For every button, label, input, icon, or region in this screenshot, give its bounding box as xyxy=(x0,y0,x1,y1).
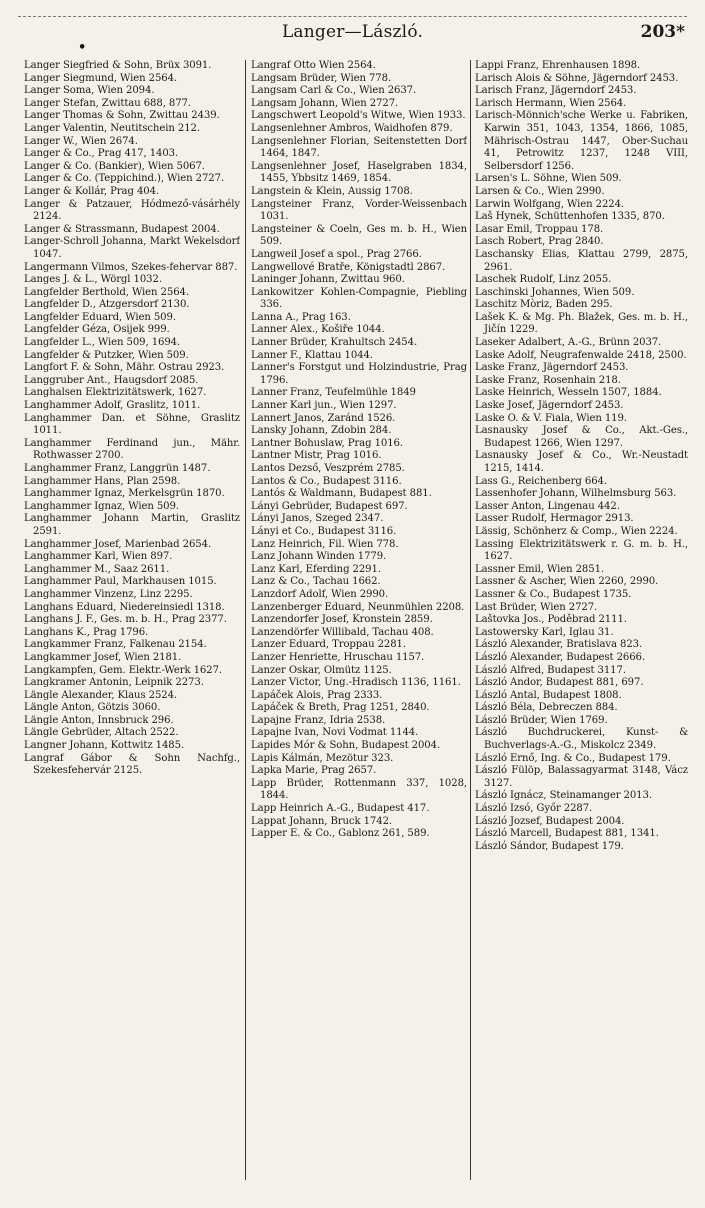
directory-entry: Langhans J. F., Ges. m. b. H., Prag 2377. xyxy=(24,614,227,626)
directory-entry: Langfelder Berthold, Wien 2564. xyxy=(24,286,189,298)
directory-entry: Langermann Vilmos, Szekes-fehervar 887. xyxy=(24,261,238,273)
directory-entry: Langer & Co. (Teppichind.), Wien 2727. xyxy=(24,173,225,185)
directory-entry: Lanzer Eduard, Troppau 2281. xyxy=(251,639,406,651)
directory-entry: Lanzendorfer Josef, Kronstein 2859. xyxy=(251,614,433,626)
directory-entry: Lasch Robert, Prag 2840. xyxy=(475,236,604,248)
directory-entry: Laske Franz, Rosenhain 218. xyxy=(475,374,621,386)
directory-entry: Laske Heinrich, Wesseln 1507, 1884. xyxy=(475,387,662,399)
directory-entry: Lašek K. & Mg. Ph. Blažek, Ges. m. b. H., Jičín 1229. xyxy=(475,311,688,336)
directory-entry: Lányi Gebrüder, Budapest 697. xyxy=(251,500,408,512)
directory-entry: Lapp Brüder, Rottenmann 337, 1028, 1844. xyxy=(251,777,467,802)
directory-entry: László Buchdruckerei, Kunst- & Buchverlags-A.-G., Miskolcz 2349. xyxy=(475,727,688,752)
directory-entry: Lassner Emil, Wien 2851. xyxy=(475,563,605,575)
directory-entry: Langner Johann, Kottwitz 1485. xyxy=(24,740,185,752)
directory-entry: Larisch Alois & Söhne, Jägerndorf 2453. xyxy=(475,72,679,84)
directory-entry: Laschek Rudolf, Linz 2055. xyxy=(475,274,612,286)
directory-entry: Lanner's Forstgut und Holzindustrie, Prag 1796. xyxy=(251,362,467,386)
directory-entry: Lapp Heinrich A.-G., Budapest 417. xyxy=(251,803,430,815)
ink-mark: • xyxy=(78,40,87,55)
directory-entry: Langer & Strassmann, Budapest 2004. xyxy=(24,223,220,235)
column-1 xyxy=(24,60,240,1190)
directory-entry: Langer & Co., Prag 417, 1403. xyxy=(24,148,179,160)
directory-entry: Lantner Bohuslaw, Prag 1016. xyxy=(251,437,403,449)
directory-entry: Lapajne Ivan, Novi Vodmat 1144. xyxy=(251,727,419,739)
directory-entry: Langsenlehner Florian, Seitenstetten Dorf 1464, 1847. xyxy=(251,135,467,160)
directory-entry: Langsenlehner Ambros, Waidhofen 879. xyxy=(251,122,453,134)
directory-entry: Langhammer Dan. et Söhne, Graslitz 1011. xyxy=(24,412,240,437)
directory-entry: Langer Siegmund, Wien 2564. xyxy=(24,72,178,84)
directory-entry: László Fülöp, Balassagyarmat 3148, Vácz 3127. xyxy=(475,765,688,789)
directory-entry: Lapajne Franz, Idria 2538. xyxy=(251,714,386,726)
page-title: Langer—László. xyxy=(281,22,424,42)
directory-entry: Lassner & Co., Budapest 1735. xyxy=(475,588,632,600)
directory-entry: Lapáček & Breth, Prag 1251, 2840. xyxy=(251,702,430,714)
directory-entry: Lasar Emil, Troppau 178. xyxy=(475,223,604,235)
directory-entry: Lass G., Reichenberg 664. xyxy=(475,475,607,487)
directory-entry: Langhans K., Prag 1796. xyxy=(24,626,149,638)
directory-entry: Langer Stefan, Zwittau 688, 877. xyxy=(24,97,191,109)
directory-entry: Lányi Janos, Szeged 2347. xyxy=(251,513,384,525)
directory-entry: Lantós & Waldmann, Budapest 881. xyxy=(251,488,432,500)
directory-entry: Langkramer Antonin, Leipnik 2273. xyxy=(24,677,204,689)
directory-entry: Larisch-Mönnich'sche Werke u. Fabriken, Karwin 351, 1043, 1354, 1866, 1085, Mährisch-Ostrau 1447, Ober-Suchau 41, Petrowitz 1237, 1248 VIII, Selbersdorf 1256. xyxy=(475,110,688,172)
directory-entry: Langfelder D., Atzgersdorf 2130. xyxy=(24,299,190,311)
directory-entry: László Alfred, Budapest 3117. xyxy=(475,664,626,676)
directory-entry: Lappat Johann, Bruck 1742. xyxy=(251,815,393,827)
directory-entry: László Béla, Debreczen 884. xyxy=(475,702,618,714)
directory-entry: Langfelder L., Wien 509, 1694. xyxy=(24,337,181,349)
directory-entry: Langweil Josef a spol., Prag 2766. xyxy=(251,248,422,260)
directory-entry: Langhammer Ignaz, Merkelsgrün 1870. xyxy=(24,488,225,500)
directory-entry: Langer-Schroll Johanna, Markt Wekelsdorf 1047. xyxy=(24,236,240,260)
directory-entry: Langer & Co. (Bankier), Wien 5067. xyxy=(24,160,205,172)
directory-entry: Langer Soma, Wien 2094. xyxy=(24,85,155,97)
directory-entry: Langhammer Hans, Plan 2598. xyxy=(24,475,181,487)
directory-entry: Langwellové Bratře, Königstadtl 2867. xyxy=(251,261,446,273)
directory-entry: Laske Adolf, Neugrafenwalde 2418, 2500. xyxy=(475,349,687,361)
directory-entry: Langfelder Géza, Osijek 999. xyxy=(24,324,170,336)
directory-entry: Lantner Mistr, Prag 1016. xyxy=(251,450,382,462)
directory-entry: László Ignácz, Steinamanger 2013. xyxy=(475,790,652,802)
column-rule xyxy=(245,60,246,1180)
directory-entry: Lanzendörfer Willibald, Tachau 408. xyxy=(251,626,434,638)
directory-entry: Laschinski Johannes, Wien 509. xyxy=(475,286,635,298)
directory-entry: László Antal, Budapest 1808. xyxy=(475,689,622,701)
directory-entry: Lansky Johann, Zdobin 284. xyxy=(251,425,392,437)
directory-entry: Lanna A., Prag 163. xyxy=(251,311,351,323)
directory-entry: Lanzenberger Eduard, Neunmühlen 2208. xyxy=(251,601,465,613)
directory-entry: Langsteiner & Coeln, Ges m. b. H., Wien 509. xyxy=(251,223,467,248)
directory-entry: Längle Alexander, Klaus 2524. xyxy=(24,689,178,701)
directory-entry: Langhammer Ferdinand jun., Mähr. Rothwasser 2700. xyxy=(24,437,240,462)
directory-entry: Lanner Brüder, Krahultsch 2454. xyxy=(251,337,418,349)
directory-entry: Lanz Johann Winden 1779. xyxy=(251,551,387,563)
directory-entry: Larsen's L. Söhne, Wien 509. xyxy=(475,173,622,185)
directory-entry: László Alexander, Bratislava 823. xyxy=(475,639,643,651)
directory-entry: Langschwert Leopold's Witwe, Wien 1933. xyxy=(251,110,466,122)
directory-entry: Lanzer Oskar, Olmütz 1125. xyxy=(251,664,392,676)
directory-entry: László Marcell, Budapest 881, 1341. xyxy=(475,828,659,840)
directory-entry: Lapáček Alois, Prag 2333. xyxy=(251,689,383,701)
directory-entry: Larisch Franz, Jägerndorf 2453. xyxy=(475,85,637,97)
column-2 xyxy=(251,60,467,1190)
directory-entry: Langkammer Josef, Wien 2181. xyxy=(24,651,182,663)
directory-entry: Längle Anton, Götzis 3060. xyxy=(24,702,161,714)
directory-entry: Lässig, Schönherz & Comp., Wien 2224. xyxy=(475,525,678,537)
directory-entry: Langer W., Wien 2674. xyxy=(24,135,138,147)
directory-entry: Längle Anton, Innsbruck 296. xyxy=(24,714,174,726)
directory-entry: Lanner Karl jun., Wien 1297. xyxy=(251,400,397,412)
directory-entry: Lapka Marie, Prag 2657. xyxy=(251,765,377,777)
directory-entry: Lanz Karl, Eferding 2291. xyxy=(251,563,381,575)
directory-entry: Langgruber Ant., Haugsdorf 2085. xyxy=(24,374,199,386)
directory-entry: Langraf Gábor & Sohn Nachfg., Szekesfehervár 2125. xyxy=(24,752,240,777)
directory-entry: Lassing Elektrizitätswerk r. G. m. b. H., 1627. xyxy=(475,538,688,563)
directory-entry: Lannert Janos, Zaránd 1526. xyxy=(251,412,396,424)
directory-entry: Larsen & Co., Wien 2990. xyxy=(475,185,605,197)
page-number: 203* xyxy=(640,22,685,42)
page-header xyxy=(0,8,705,42)
directory-entry: Langes J. & L., Wörgl 1032. xyxy=(24,274,162,286)
column-rule xyxy=(470,60,471,1180)
directory-entry: Lapper E. & Co., Gablonz 261, 589. xyxy=(251,828,430,840)
directory-entry: Langstein & Klein, Aussig 1708. xyxy=(251,185,413,197)
directory-entry: Laschitz Mòriz, Baden 295. xyxy=(475,299,613,311)
directory-entry: Laštovka Jos., Poděbrad 2111. xyxy=(475,614,627,626)
directory-entry: Lasnausky Josef & Co., Wr.-Neustadt 1215, 1414. xyxy=(475,450,688,474)
directory-entry: Langsam Brüder, Wien 778. xyxy=(251,72,392,84)
directory-entry: Langhammer Vinzenz, Linz 2295. xyxy=(24,588,193,600)
directory-entry: Langer & Kollár, Prag 404. xyxy=(24,185,160,197)
directory-entry: Lapis Kálmán, Mezötur 323. xyxy=(251,752,394,764)
directory-entry: Lanner F., Klattau 1044. xyxy=(251,349,373,361)
directory-entry: László Izsó, Győr 2287. xyxy=(475,803,593,815)
directory-entry: Langhammer Adolf, Graslitz, 1011. xyxy=(24,400,201,412)
directory-entry: Lanner Alex., Košiře 1044. xyxy=(251,324,385,336)
directory-entry: Lasser Anton, Lingenau 442. xyxy=(475,500,620,512)
directory-entry: Lantos & Co., Budapest 3116. xyxy=(251,475,402,487)
directory-entry: Larisch Hermann, Wien 2564. xyxy=(475,97,627,109)
directory-columns xyxy=(24,60,688,1190)
directory-entry: Last Brüder, Wien 2727. xyxy=(475,601,598,613)
directory-entry: Langhammer Ignaz, Wien 509. xyxy=(24,500,179,512)
directory-entry: Langhammer Paul, Markhausen 1015. xyxy=(24,576,217,588)
directory-entry: Langhammer Josef, Marienbad 2654. xyxy=(24,538,212,550)
directory-entry: Lappi Franz, Ehrenhausen 1898. xyxy=(475,60,641,71)
directory-entry: Laske Franz, Jägerndorf 2453. xyxy=(475,362,629,374)
directory-entry: Langfelder & Putzker, Wien 509. xyxy=(24,349,189,361)
directory-entry: Langsam Carl & Co., Wien 2637. xyxy=(251,85,417,97)
directory-entry: Langhalsen Elektrizitätswerk, 1627. xyxy=(24,387,207,399)
directory-entry: Längle Gebrüder, Altach 2522. xyxy=(24,727,179,739)
directory-entry: Langsenlehner Josef, Haselgraben 1834, 1455, Ybbsitz 1469, 1854. xyxy=(251,160,467,185)
directory-entry: Langer Siegfried & Sohn, Brüx 3091. xyxy=(24,60,212,71)
directory-entry: Lasser Rudolf, Hermagor 2913. xyxy=(475,513,634,525)
directory-entry: Lányi et Co., Budapest 3116. xyxy=(251,525,397,537)
directory-entry: Lanzer Victor, Ung.-Hradisch 1136, 1161. xyxy=(251,677,461,689)
directory-entry: Langer & Patzauer, Hódmező-vásárhély 2124. xyxy=(24,198,240,223)
directory-entry: Laske Josef, Jägerndorf 2453. xyxy=(475,400,624,412)
directory-entry: Lanzer Henriette, Hruschau 1157. xyxy=(251,651,425,663)
directory-entry: Laš Hynek, Schüttenhofen 1335, 870. xyxy=(475,211,665,223)
directory-entry: Langkampfen, Gem. Elektr.-Werk 1627. xyxy=(24,664,222,676)
directory-entry: Lanz & Co., Tachau 1662. xyxy=(251,576,381,588)
directory-entry: Lastowersky Karl, Iglau 31. xyxy=(475,626,614,638)
directory-entry: Langhans Eduard, Niedereinsiedl 1318. xyxy=(24,601,225,613)
directory-entry: Lassenhofer Johann, Wilhelmsburg 563. xyxy=(475,488,677,500)
directory-entry: Laschansky Elias, Klattau 2799, 2875, 2961. xyxy=(475,248,688,273)
directory-entry: Lanner Franz, Teufelmühle 1849 xyxy=(251,387,416,399)
directory-entry: Laninger Johann, Zwittau 960. xyxy=(251,274,405,286)
directory-entry: Lanz Heinrich, Fil. Wien 778. xyxy=(251,538,399,550)
directory-entry: Langer Thomas & Sohn, Zwittau 2439. xyxy=(24,110,220,122)
directory-entry: Lankowitzer Kohlen-Compagnie, Piebling 336. xyxy=(251,286,467,311)
directory-entry: Langsam Johann, Wien 2727. xyxy=(251,97,399,109)
directory-entry: Langsteiner Franz, Vorder-Weissenbach 1031. xyxy=(251,198,467,223)
directory-entry: Larwin Wolfgang, Wien 2224. xyxy=(475,198,625,210)
directory-entry: Lanzdorf Adolf, Wien 2990. xyxy=(251,588,389,600)
directory-entry: László Andor, Budapest 881, 697. xyxy=(475,677,644,689)
directory-entry: Lapides Mór & Sohn, Budapest 2004. xyxy=(251,740,441,752)
directory-entry: Lassner & Ascher, Wien 2260, 2990. xyxy=(475,576,659,588)
directory-entry: Lasnausky Josef & Co., Akt.-Ges., Budapest 1266, Wien 1297. xyxy=(475,425,688,449)
directory-entry: Laske O. & V. Fiala, Wien 119. xyxy=(475,412,627,424)
directory-entry: László Sándor, Budapest 179. xyxy=(475,840,624,852)
directory-entry: Lantos Dezső, Veszprém 2785. xyxy=(251,463,405,474)
directory-entry: László Brüder, Wien 1769. xyxy=(475,714,608,726)
column-3 xyxy=(475,60,688,1190)
directory-entry: Langkammer Franz, Falkenau 2154. xyxy=(24,639,207,651)
directory-entry: Langhammer Johann Martin, Graslitz 2591. xyxy=(24,513,240,537)
directory-entry: Langer Valentin, Neutitschein 212. xyxy=(24,122,200,134)
directory-entry: László Ernő, Ing. & Co., Budapest 179. xyxy=(475,752,671,764)
directory-entry: László Jozsef, Budapest 2004. xyxy=(475,815,625,827)
directory-entry: László Alexander, Budapest 2666. xyxy=(475,651,645,663)
directory-entry: Langhammer M., Saaz 2611. xyxy=(24,563,170,575)
header-rule xyxy=(18,16,687,17)
directory-entry: Langfort F. & Sohn, Mähr. Ostrau 2923. xyxy=(24,362,225,374)
directory-entry: Langraf Otto Wien 2564. xyxy=(251,60,376,71)
directory-entry: Langhammer Karl, Wien 897. xyxy=(24,551,173,563)
directory-entry: Langhammer Franz, Langgrün 1487. xyxy=(24,463,211,474)
directory-entry: Laseker Adalbert, A.-G., Brünn 2037. xyxy=(475,337,662,349)
directory-entry: Langfelder Eduard, Wien 509. xyxy=(24,311,176,323)
